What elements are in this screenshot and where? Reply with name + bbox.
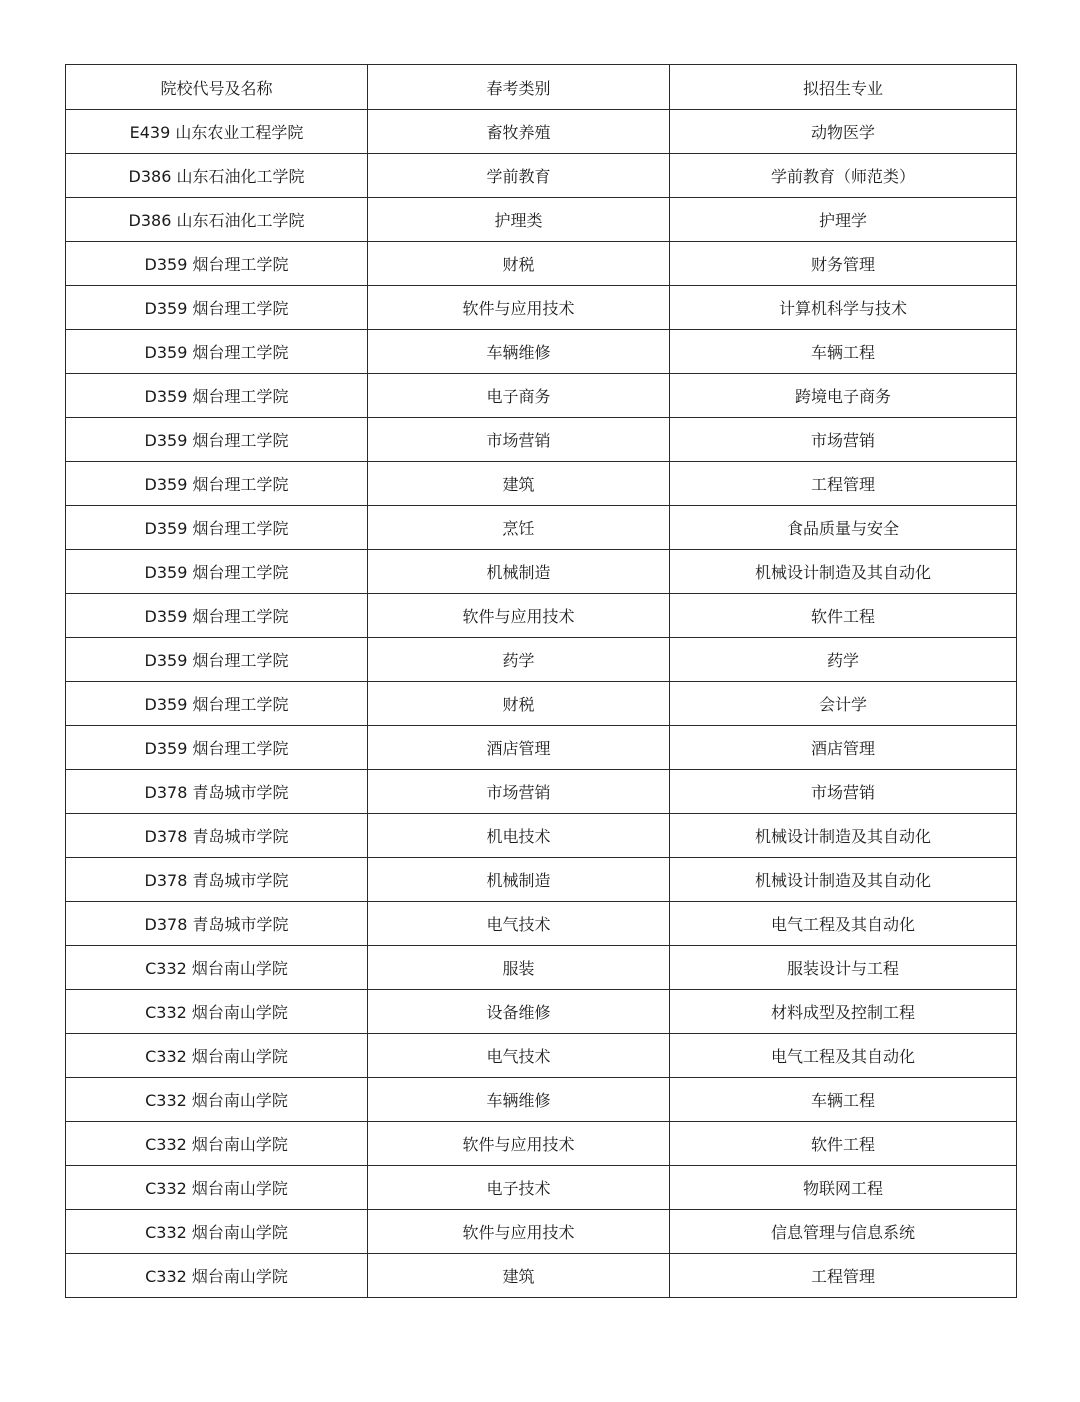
cell-school: D359 烟台理工学院 xyxy=(66,462,368,506)
cell-category: 软件与应用技术 xyxy=(368,1122,670,1166)
cell-school: C332 烟台南山学院 xyxy=(66,1122,368,1166)
header-major: 拟招生专业 xyxy=(670,65,1017,110)
cell-major: 护理学 xyxy=(670,198,1017,242)
cell-major: 软件工程 xyxy=(670,1122,1017,1166)
table-row xyxy=(66,418,1017,462)
header-category: 春考类别 xyxy=(368,65,670,110)
cell-school: D359 烟台理工学院 xyxy=(66,330,368,374)
cell-major: 服装设计与工程 xyxy=(670,946,1017,990)
cell-category: 建筑 xyxy=(368,462,670,506)
cell-category: 机械制造 xyxy=(368,858,670,902)
cell-category: 电子商务 xyxy=(368,374,670,418)
cell-major: 工程管理 xyxy=(670,462,1017,506)
cell-major: 跨境电子商务 xyxy=(670,374,1017,418)
cell-major: 信息管理与信息系统 xyxy=(670,1210,1017,1254)
cell-school: C332 烟台南山学院 xyxy=(66,1254,368,1298)
cell-category: 财税 xyxy=(368,242,670,286)
table-row xyxy=(66,198,1017,242)
table-row xyxy=(66,638,1017,682)
table-row xyxy=(66,1166,1017,1210)
cell-category: 机械制造 xyxy=(368,550,670,594)
table-row xyxy=(66,462,1017,506)
cell-category: 软件与应用技术 xyxy=(368,594,670,638)
table-row xyxy=(66,1034,1017,1078)
cell-school: C332 烟台南山学院 xyxy=(66,946,368,990)
cell-school: D386 山东石油化工学院 xyxy=(66,198,368,242)
cell-category: 护理类 xyxy=(368,198,670,242)
cell-category: 车辆维修 xyxy=(368,330,670,374)
cell-category: 学前教育 xyxy=(368,154,670,198)
cell-category: 服装 xyxy=(368,946,670,990)
table-header xyxy=(66,65,1017,110)
cell-category: 设备维修 xyxy=(368,990,670,1034)
cell-major: 市场营销 xyxy=(670,418,1017,462)
table-row xyxy=(66,814,1017,858)
table-row xyxy=(66,594,1017,638)
table-row xyxy=(66,1254,1017,1298)
table-row xyxy=(66,506,1017,550)
cell-major: 电气工程及其自动化 xyxy=(670,1034,1017,1078)
cell-major: 工程管理 xyxy=(670,1254,1017,1298)
cell-category: 财税 xyxy=(368,682,670,726)
cell-school: C332 烟台南山学院 xyxy=(66,1166,368,1210)
table-row xyxy=(66,242,1017,286)
cell-category: 车辆维修 xyxy=(368,1078,670,1122)
cell-school: D359 烟台理工学院 xyxy=(66,374,368,418)
cell-school: D359 烟台理工学院 xyxy=(66,638,368,682)
cell-major: 药学 xyxy=(670,638,1017,682)
cell-category: 畜牧养殖 xyxy=(368,110,670,154)
enrollment-table-container xyxy=(65,64,1016,1298)
header-school: 院校代号及名称 xyxy=(66,65,368,110)
cell-major: 食品质量与安全 xyxy=(670,506,1017,550)
cell-category: 电气技术 xyxy=(368,1034,670,1078)
table-row xyxy=(66,902,1017,946)
table-row xyxy=(66,858,1017,902)
cell-category: 机电技术 xyxy=(368,814,670,858)
table-row xyxy=(66,946,1017,990)
cell-school: D359 烟台理工学院 xyxy=(66,418,368,462)
cell-major: 机械设计制造及其自动化 xyxy=(670,550,1017,594)
cell-major: 软件工程 xyxy=(670,594,1017,638)
cell-category: 酒店管理 xyxy=(368,726,670,770)
cell-school: D359 烟台理工学院 xyxy=(66,506,368,550)
cell-major: 财务管理 xyxy=(670,242,1017,286)
cell-school: C332 烟台南山学院 xyxy=(66,990,368,1034)
cell-category: 软件与应用技术 xyxy=(368,286,670,330)
cell-major: 机械设计制造及其自动化 xyxy=(670,858,1017,902)
table-row xyxy=(66,770,1017,814)
table-row xyxy=(66,550,1017,594)
cell-school: E439 山东农业工程学院 xyxy=(66,110,368,154)
cell-major: 计算机科学与技术 xyxy=(670,286,1017,330)
cell-school: D378 青岛城市学院 xyxy=(66,814,368,858)
cell-category: 市场营销 xyxy=(368,418,670,462)
cell-major: 车辆工程 xyxy=(670,1078,1017,1122)
cell-major: 会计学 xyxy=(670,682,1017,726)
cell-school: C332 烟台南山学院 xyxy=(66,1210,368,1254)
table-row xyxy=(66,682,1017,726)
cell-school: D378 青岛城市学院 xyxy=(66,902,368,946)
table-row xyxy=(66,110,1017,154)
table-row xyxy=(66,990,1017,1034)
cell-school: D378 青岛城市学院 xyxy=(66,770,368,814)
table-row xyxy=(66,286,1017,330)
cell-category: 市场营销 xyxy=(368,770,670,814)
cell-major: 材料成型及控制工程 xyxy=(670,990,1017,1034)
table-row xyxy=(66,726,1017,770)
cell-major: 酒店管理 xyxy=(670,726,1017,770)
cell-school: D359 烟台理工学院 xyxy=(66,594,368,638)
table-row xyxy=(66,1210,1017,1254)
cell-school: D359 烟台理工学院 xyxy=(66,550,368,594)
cell-school: C332 烟台南山学院 xyxy=(66,1078,368,1122)
table-row xyxy=(66,374,1017,418)
cell-major: 学前教育（师范类） xyxy=(670,154,1017,198)
cell-category: 烹饪 xyxy=(368,506,670,550)
cell-category: 软件与应用技术 xyxy=(368,1210,670,1254)
cell-major: 物联网工程 xyxy=(670,1166,1017,1210)
header-row xyxy=(66,65,1017,110)
table-row xyxy=(66,1122,1017,1166)
cell-school: C332 烟台南山学院 xyxy=(66,1034,368,1078)
enrollment-table xyxy=(65,64,1017,1298)
cell-major: 动物医学 xyxy=(670,110,1017,154)
cell-school: D378 青岛城市学院 xyxy=(66,858,368,902)
table-body xyxy=(66,110,1017,1298)
cell-major: 机械设计制造及其自动化 xyxy=(670,814,1017,858)
cell-school: D386 山东石油化工学院 xyxy=(66,154,368,198)
cell-category: 药学 xyxy=(368,638,670,682)
cell-category: 电子技术 xyxy=(368,1166,670,1210)
cell-school: D359 烟台理工学院 xyxy=(66,726,368,770)
table-row xyxy=(66,1078,1017,1122)
cell-category: 建筑 xyxy=(368,1254,670,1298)
cell-major: 电气工程及其自动化 xyxy=(670,902,1017,946)
cell-school: D359 烟台理工学院 xyxy=(66,682,368,726)
cell-major: 车辆工程 xyxy=(670,330,1017,374)
table-row xyxy=(66,330,1017,374)
table-row xyxy=(66,154,1017,198)
cell-category: 电气技术 xyxy=(368,902,670,946)
cell-school: D359 烟台理工学院 xyxy=(66,242,368,286)
cell-major: 市场营销 xyxy=(670,770,1017,814)
cell-school: D359 烟台理工学院 xyxy=(66,286,368,330)
